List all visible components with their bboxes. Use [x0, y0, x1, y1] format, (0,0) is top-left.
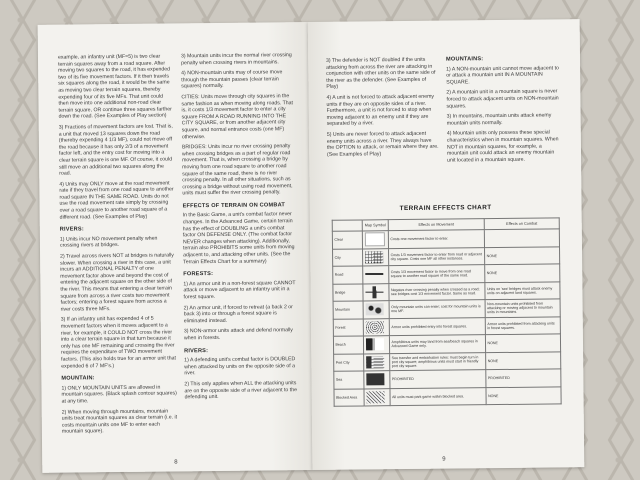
- terrain-effects-chart-title: TERRAIN EFFECTS CHART: [399, 204, 492, 213]
- map-symbol-mountain: [363, 301, 389, 319]
- paragraph: example, an infantry unit (MF=5) is two clear terrain squares away from a road square. After moving two squares to the road, it has expended two of its five movement factors. If it then travels six squares along the road, it would be the same as moving two clear terrain squares, thereby expending four of its five MFs. That unit could then move into one additional non-road clear terrain square, OR continue three squares farther down the road. (See Examples of Play section): [57, 53, 172, 120]
- paragraph: 2) Travel across rivers NOT at bridges is naturally slower. When crossing a river in this case, a unit incurs an ADDITIONAL PENALTY of one movement factor above and beyond the cost of entering the adjacent square on the other side of the river. This means that entering a clear terrain square from across a river costs two movement factors; entering a forest square from across a river costs three MFs.: [60, 252, 174, 313]
- map-symbol-forest: [363, 318, 389, 336]
- left-page-column-2: [181, 52, 299, 405]
- combat-effect: NONE: [486, 386, 561, 404]
- paragraph: 2) When moving through mountains, mountain units treat mountain squares as clear terrain (i.e. it costs mountain units one MF to enter each mountain square).: [61, 408, 178, 435]
- combat-effect: NONE: [485, 334, 560, 352]
- movement-effect: PROHIBITED: [390, 370, 486, 389]
- movement-effect: Costs one movement factor to enter.: [388, 230, 484, 249]
- paragraph: 3) The defender is NOT doubled if the units attacking from across the river are attacking in conjunction with other units on the same side of the river as the defender. (See Examples of Play): [326, 56, 436, 91]
- map-symbol-city: [363, 248, 389, 266]
- terrain-name: Mountain: [333, 301, 363, 319]
- movement-effect: Costs 1/3 movement factor to move from one road square to another road square of the same road.: [389, 265, 485, 284]
- paragraph: 3) Fractions of movement factors are lost. That is, a unit that moved 13 squares down the road (thereby expending 4 1/3 MF), could not move off the road because it has only 2/3 of a movement factor left, and the entry cost for moving into a clear terrain square is one MF. Of course, it could still move an additional two squares along the road.: [58, 123, 173, 177]
- table-header: Map Symbol: [362, 220, 388, 231]
- section-heading-forests: FORESTS:: [183, 271, 214, 278]
- paragraph: 2) A mountain unit in a mountain square is never forced to attack adjacent units on NON-mountain squares.: [446, 88, 559, 110]
- section-heading-effects-of-terrain: EFFECTS OF TERRAIN ON COMBAT: [182, 202, 286, 210]
- section-heading-rivers: RIVERS:: [59, 226, 84, 233]
- map-symbol-port-city: [364, 353, 390, 371]
- map-symbol-bridge: [363, 283, 389, 301]
- terrain-name: Bridge: [333, 283, 363, 301]
- map-symbol-sea: [364, 371, 390, 389]
- combat-effect: Non-mountain units prohibited from attacking or moving adjacent to mountain units in mountains.: [485, 299, 560, 317]
- combat-effect: NONE: [485, 246, 560, 264]
- map-symbol-road: [363, 266, 389, 284]
- paragraph: 1) A defending unit's combat factor is DOUBLED when attacked by units on the opposite side of a river.: [184, 356, 296, 377]
- combat-effect: NONE: [486, 351, 561, 369]
- map-symbol-blocked-area: [364, 388, 390, 406]
- table-row: [334, 386, 561, 406]
- terrain-name: Road: [333, 266, 363, 284]
- map-symbol-clear: [362, 231, 388, 249]
- paragraph: In the Basic Game, a unit's combat factor never changes. In the Advanced Game, certain terrain has the effect of DOUBLING a unit's combat factor ON DEFENSE ONLY. (The combat factor NEVER changes when attacking). Additionally, terrain also PROHIBITS some units from moving adjacent to, and attacking other units. (See the Terrain Effects Chart for a summary): [182, 211, 295, 265]
- section-heading-mountain: MOUNTAIN:: [61, 375, 95, 382]
- paragraph: 4) Units may ONLY move at the road movement rate if they travel from one road square to another road square IN THE SAME ROAD. Units do not use the road movement rate simply by crossing over a road square to another road square of a different road. (See Examples of Play): [59, 180, 174, 221]
- movement-effect: Negates river crossing penalty when crossed as a road; see bridges cost 1/3 movement factor. Same as road.: [389, 282, 485, 301]
- terrain-name: Sea: [334, 371, 364, 389]
- terrain-name: Blocked Area: [334, 388, 364, 406]
- page-number-right: 9: [442, 456, 446, 463]
- terrain-effects-table: [332, 217, 562, 406]
- terrain-name: Beach: [333, 336, 363, 354]
- paragraph: 2) An armor unit, if forced to retreat (a back 2 or back 3) into or through a forest square is eliminated instead.: [183, 303, 293, 325]
- combat-effect: Armor units prohibited from attacking units in forest squares.: [485, 316, 560, 334]
- paragraph: 3) Mountain units incur the normal river crossing penalty when crossing rivers in mountains.: [180, 52, 292, 66]
- table-header: Effects on Combat: [484, 218, 559, 230]
- combat-effect: NONE: [485, 264, 560, 282]
- paragraph: 2) This only applies when ALL the attacking units are on the opposite side of a river adjacent to the defending unit.: [184, 380, 297, 401]
- section-heading-rivers-combat: RIVERS:: [184, 347, 209, 354]
- open-rulebook: [38, 19, 585, 477]
- paragraph: 1) An armor unit in a non-forest square CANNOT attack or move adjacent to an infantry unit in a forest square.: [183, 279, 296, 301]
- paragraph: CITIES: Units move through city squares in the same fashion as when moving along roads. That is, it costs 1/3 movement factor to enter a city square FROM A ROAD RUNNING INTO THE CITY SQUARE, or from another adjacent city square, and normal entrance costs (one MF) otherwise.: [181, 93, 294, 140]
- movement-effect: Amphibious units may land from sea/beach squares in Advanced Game only.: [389, 335, 485, 354]
- paragraph: BRIDGES: Units incur no river crossing penalty when crossing bridges as a part of regular road movement. That is, when crossing a bridge by moving from one road square to another road square of the same road, there is no river crossing penalty. In all other situations, such as crossing a bridge without using road movement, units must suffer the river crossing penalty.: [181, 143, 293, 197]
- page-number-left: 8: [174, 459, 178, 466]
- paragraph: 1) ONLY MOUNTAIN UNITS are allowed in mountain squares. (Black splash contour squares) at any time.: [61, 384, 177, 405]
- right-page-column-1: [326, 57, 439, 162]
- table-header: Effects on Movement: [388, 219, 484, 231]
- section-heading-mountains: MOUNTAINS:: [446, 56, 484, 63]
- terrain-name: Forest: [333, 318, 363, 336]
- movement-effect: Costs 1/3 movement factor to enter from road or adjacent city square. Costs one MF all other instances.: [389, 247, 485, 266]
- paragraph: 4) Mountain units only possess these special characteristics when in mountain squares. When NOT in mountain squares, for example, a mountain unit could attack an enemy mountain unit located in a mountain square.: [446, 129, 559, 164]
- paragraph: 3) If an infantry unit has expended 4 of 5 movement factors when it moves adjacent to a river, for example, it COULD NOT cross the river into a clear terrain square in that turn because it only has one MF remaining and crossing the river requires the expenditure of TWO movement factors. (This also holds true for an armor unit that expended 6 of 7 MF's.): [60, 316, 176, 370]
- right-page: [308, 19, 585, 470]
- paragraph: 3) NON-armor units attack and defend normally when in forests.: [183, 327, 293, 342]
- movement-effect: Only mountain units can enter; cost for mountain units is one MF.: [389, 300, 485, 319]
- paragraph: 1) Units incur NO movement penalty when crossing rivers at bridges.: [59, 235, 158, 250]
- paragraph: 1) A NON-mountain unit cannot move adjacent to or attack a mountain unit IN A MOUNTAIN SQUARE.: [446, 64, 559, 86]
- paragraph: 4) A unit is not forced to attack adjacent enemy units if they are on opposite sides of a river. Furthermore, a unit is not forced to stop when moving adjacent to an enemy unit if they are separated by a river.: [326, 93, 435, 128]
- table-header: [332, 220, 362, 231]
- paragraph: 4) NON-mountain units may of course move through the mountain passes (clear terrain squares) normally.: [181, 69, 283, 90]
- paragraph: 5) Units are never forced to attack adjacent enemy units across a river. They always have the OPTION to attack, or remain where they are. (See Examples of Play): [326, 130, 439, 158]
- map-symbol-beach: [363, 336, 389, 354]
- terrain-name: Port City: [334, 353, 364, 371]
- paragraph: 3) In mountains, mountain units attack enemy mountain units normally.: [446, 112, 552, 127]
- combat-effect: [484, 229, 559, 247]
- terrain-name: Clear: [332, 231, 362, 249]
- combat-effect: Units on 'see' bridges must attack enemy units on adjacent land squares.: [485, 281, 560, 299]
- left-page: [38, 22, 313, 473]
- movement-effect: All units must park game within blocked area.: [390, 387, 486, 406]
- movement-effect: See transfer and embarkation rules: must begin turn in port city square; amphibious units must start in friendly port city square.: [390, 352, 486, 371]
- movement-effect: Armor units prohibited entry into forest squares.: [389, 317, 485, 336]
- right-page-column-2: [446, 55, 563, 168]
- left-page-column-1: [58, 53, 178, 439]
- terrain-name: City: [333, 248, 363, 266]
- combat-effect: PROHIBITED: [486, 369, 561, 387]
